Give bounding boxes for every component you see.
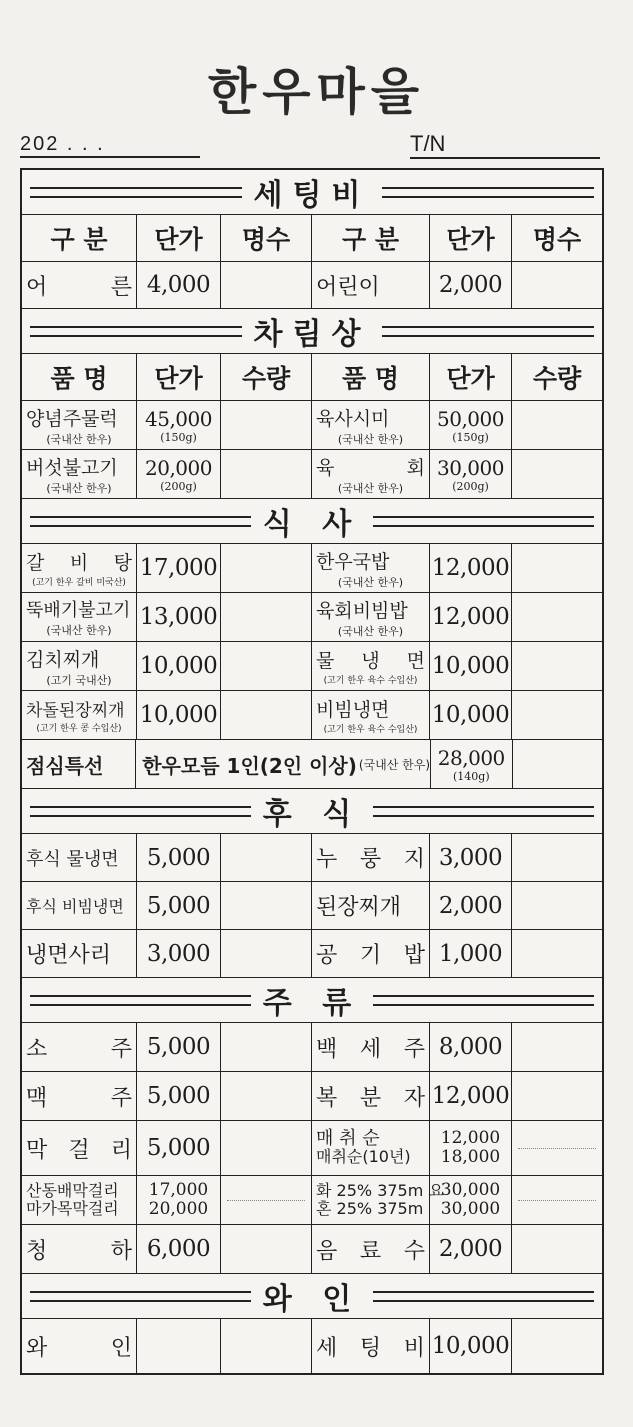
item-weight: (200g)	[452, 479, 489, 493]
item-name: 혼 25% 375m	[316, 1199, 424, 1218]
quantity-cell[interactable]	[512, 930, 602, 977]
item-origin: (국내산 한우)	[337, 575, 404, 589]
item-price: 18,000	[440, 1147, 501, 1167]
quantity-cell[interactable]	[512, 1072, 602, 1120]
quantity-cell[interactable]	[512, 593, 602, 641]
item-name: 후식 비빔냉면	[26, 897, 124, 916]
dotted-line	[518, 1200, 596, 1201]
item-name: 어 른	[26, 274, 132, 300]
item-name: 갈 비 탕	[26, 552, 132, 574]
price-cell[interactable]	[137, 1319, 221, 1373]
lunch-special-row	[22, 740, 602, 789]
quantity-cell[interactable]	[221, 593, 312, 641]
table-row	[22, 593, 602, 642]
item-price: 10,000	[431, 653, 510, 679]
item-price: 5,000	[146, 1135, 211, 1161]
item-price: 6,000	[146, 1236, 211, 1262]
quantity-cell[interactable]	[221, 401, 312, 449]
divider	[373, 995, 594, 1006]
lunch-desc-text: 한우모듬 1인(2인 이상)	[142, 753, 357, 778]
item-price: 3,000	[438, 844, 503, 871]
quantity-cell[interactable]	[221, 1072, 312, 1120]
table-row	[22, 450, 602, 499]
divider	[30, 187, 242, 198]
quantity-cell[interactable]	[513, 740, 602, 788]
section-title: 세팅비	[253, 178, 371, 213]
divider	[30, 995, 251, 1006]
divider	[373, 516, 594, 527]
item-price: 50,000	[437, 406, 504, 431]
quantity-cell[interactable]	[512, 882, 602, 929]
item-origin: (국내산 한우)	[337, 432, 404, 446]
item-name: 음 료 수	[316, 1238, 425, 1264]
quantity-cell[interactable]	[512, 1023, 602, 1071]
item-price: 1,000	[438, 940, 503, 967]
column-header: 수량	[221, 354, 312, 400]
order-sheet	[20, 168, 604, 1375]
quantity-cell[interactable]	[221, 882, 312, 929]
divider	[382, 187, 594, 198]
item-name: 김치찌개	[26, 648, 100, 671]
item-name: 점심특선	[26, 753, 104, 778]
table-row	[22, 1319, 602, 1373]
item-origin: (국내산 한우)	[46, 624, 112, 637]
quantity-cell[interactable]	[221, 1121, 312, 1175]
item-weight: (150g)	[160, 430, 197, 444]
quantity-cell[interactable]	[221, 1023, 312, 1071]
column-header: 단가	[137, 215, 221, 261]
item-price: 8,000	[438, 1034, 503, 1060]
item-origin: (고기 국내산)	[46, 673, 112, 687]
section-header-wine	[22, 1274, 602, 1319]
item-name: 버섯불고기	[26, 456, 118, 479]
item-origin: (국내산 한우)	[337, 624, 404, 638]
item-price: 5,000	[146, 844, 211, 871]
column-header: 구 분	[312, 215, 430, 261]
divider	[30, 806, 251, 817]
item-name: 육회비빔밥	[316, 599, 408, 622]
section-title: 후 식	[262, 797, 362, 832]
item-origin: (고기 한우 콩 수입산)	[36, 724, 122, 734]
quantity-cell[interactable]	[512, 1176, 602, 1224]
section-title: 와 인	[262, 1282, 362, 1317]
item-name: 청 하	[26, 1238, 132, 1264]
item-price: 5,000	[146, 892, 211, 919]
item-origin: (국내산 한우)	[46, 481, 112, 495]
item-name: 막 걸 리	[26, 1137, 132, 1163]
item-origin: (국내산 한우)	[358, 757, 431, 772]
divider	[30, 326, 242, 337]
item-name: 어린이	[316, 274, 380, 300]
section-title: 주 류	[262, 986, 362, 1021]
divider	[30, 516, 251, 527]
item-price: 12,000	[431, 555, 510, 581]
quantity-cell[interactable]	[512, 834, 602, 881]
column-header: 단가	[137, 354, 221, 400]
item-name: 냉면사리	[26, 943, 112, 968]
item-name: 된장찌개	[316, 895, 402, 920]
section-header-drinks	[22, 978, 602, 1023]
item-weight: (150g)	[452, 430, 489, 444]
quantity-cell[interactable]	[512, 450, 602, 498]
item-name: 소 주	[26, 1036, 132, 1062]
item-weight: (140g)	[452, 769, 490, 783]
quantity-cell[interactable]	[221, 691, 312, 739]
item-name: 양념주물럭	[26, 407, 118, 430]
quantity-cell[interactable]	[512, 401, 602, 449]
table-row	[22, 930, 602, 978]
column-header: 품 명	[22, 354, 137, 400]
item-price: 10,000	[139, 702, 218, 728]
item-price: 2,000	[438, 272, 503, 298]
table-row	[22, 1176, 602, 1225]
quantity-cell[interactable]	[221, 1176, 312, 1224]
table-row	[22, 544, 602, 593]
item-name: 뚝배기불고기	[26, 600, 131, 621]
item-name: 화 25% 375m 요	[316, 1181, 444, 1200]
column-header: 구 분	[22, 215, 137, 261]
section-header-meal	[22, 499, 602, 544]
item-price: 20,000	[145, 455, 212, 480]
item-price: 10,000	[431, 1333, 510, 1359]
quantity-cell[interactable]	[221, 642, 312, 690]
quantity-cell[interactable]	[512, 642, 602, 690]
section-title: 차림상	[253, 317, 371, 352]
table-row	[22, 1023, 602, 1072]
column-header: 단가	[430, 354, 512, 400]
count-cell[interactable]	[512, 262, 602, 308]
section-header-charim	[22, 309, 602, 354]
table-row	[22, 882, 602, 930]
item-price: 4,000	[146, 272, 211, 298]
item-origin: (고기 한우 육수 수입산)	[323, 725, 418, 735]
divider	[30, 1291, 251, 1302]
quantity-cell[interactable]	[512, 1121, 602, 1175]
item-name: 마가목막걸리	[26, 1199, 119, 1218]
column-header: 품 명	[312, 354, 430, 400]
item-name: 백 세 주	[316, 1036, 425, 1062]
quantity-cell[interactable]	[512, 544, 602, 592]
item-price: 30,000	[440, 1180, 501, 1200]
divider	[373, 1291, 594, 1302]
quantity-cell[interactable]	[221, 1225, 312, 1273]
dotted-line	[227, 1200, 305, 1201]
item-name: 육사시미	[316, 407, 390, 430]
table-row	[22, 262, 602, 309]
item-price: 12,000	[431, 604, 510, 630]
column-header: 명수	[532, 225, 582, 254]
table-row	[22, 642, 602, 691]
item-name: 차돌된장찌개	[26, 701, 125, 721]
item-origin: (고기 한우 육수 수입산)	[323, 676, 418, 686]
item-name: 육 회	[316, 456, 425, 479]
item-price: 17,000	[139, 555, 218, 581]
item-name: 물 냉 면	[316, 650, 425, 672]
quantity-cell[interactable]	[221, 1319, 312, 1373]
item-name: 비빔냉면	[316, 699, 390, 721]
section-title: 식 사	[262, 507, 362, 542]
table-row	[22, 1072, 602, 1121]
column-header: 수량	[532, 364, 582, 393]
item-price: 5,000	[146, 1083, 211, 1109]
quantity-cell[interactable]	[221, 930, 312, 977]
page-title: 한우마을	[207, 63, 426, 121]
quantity-cell[interactable]	[221, 834, 312, 881]
item-name: 누 룽 지	[316, 847, 425, 872]
column-header-row	[22, 215, 602, 262]
item-name: 한우국밥	[316, 550, 390, 573]
lunch-description	[136, 740, 431, 788]
column-header: 명수	[221, 215, 312, 261]
item-price: 10,000	[431, 702, 510, 728]
item-price: 13,000	[139, 604, 218, 630]
divider	[373, 806, 594, 817]
column-header-row	[22, 354, 602, 401]
date-field[interactable]: 202 . . .	[20, 133, 200, 158]
item-price: 12,000	[431, 1083, 510, 1109]
item-price: 28,000	[437, 745, 505, 770]
item-price: 2,000	[438, 1236, 503, 1262]
item-price: 20,000	[148, 1199, 209, 1219]
count-cell[interactable]	[221, 262, 312, 308]
item-name: 후식 물냉면	[26, 848, 119, 870]
table-row	[22, 1121, 602, 1176]
quantity-cell[interactable]	[512, 691, 602, 739]
table-row	[22, 691, 602, 740]
item-name: 와 인	[26, 1335, 132, 1361]
item-origin: (국내산 한우)	[337, 481, 404, 495]
item-price: 45,000	[145, 406, 212, 431]
item-price: 12,000	[440, 1128, 501, 1148]
item-name: 공 기 밥	[316, 943, 425, 968]
item-price: 10,000	[139, 653, 218, 679]
item-price: 30,000	[437, 455, 504, 480]
item-price: 2,000	[438, 892, 503, 919]
dotted-line	[518, 1148, 596, 1149]
item-origin: (고기 한우 갈비 미국산)	[32, 578, 126, 588]
item-origin: (국내산 한우)	[46, 432, 112, 446]
quantity-cell[interactable]	[221, 544, 312, 592]
item-weight: (200g)	[160, 479, 197, 493]
item-name: 매취순(10년)	[316, 1147, 411, 1166]
item-name: 매 취 순	[316, 1128, 380, 1149]
quantity-cell[interactable]	[221, 450, 312, 498]
quantity-cell[interactable]	[512, 1319, 602, 1373]
quantity-cell[interactable]	[512, 1225, 602, 1273]
item-name: 복 분 자	[316, 1085, 425, 1111]
table-row	[22, 1225, 602, 1274]
item-price: 5,000	[146, 1034, 211, 1060]
item-name: 산동배막걸리	[26, 1181, 119, 1200]
table-row	[22, 401, 602, 450]
item-price: 30,000	[440, 1199, 501, 1219]
table-row	[22, 834, 602, 882]
section-header-setting	[22, 170, 602, 215]
table-number-field[interactable]: T/N	[410, 131, 600, 159]
section-header-dessert	[22, 789, 602, 834]
item-price: 3,000	[146, 940, 211, 967]
item-price: 17,000	[148, 1180, 209, 1200]
divider	[382, 326, 594, 337]
item-name: 맥 주	[26, 1085, 132, 1111]
item-name: 세 팅 비	[316, 1335, 425, 1361]
column-header: 단가	[430, 215, 512, 261]
